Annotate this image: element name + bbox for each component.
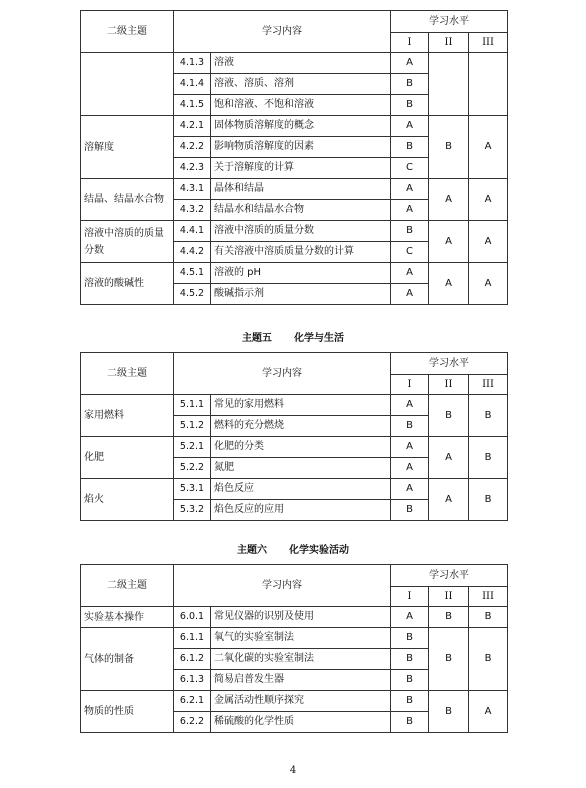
table-row <box>81 437 508 458</box>
subtopic-cell: 溶液的酸碱性 <box>81 263 174 305</box>
group-level-3 <box>469 53 508 116</box>
table-header-row <box>81 11 508 33</box>
subtopic-cell: 结晶、结晶水合物 <box>81 179 174 221</box>
item-code: 5.2.1 <box>174 437 211 458</box>
item-level-1: A <box>391 200 429 221</box>
item-content: 简易启普发生器 <box>211 670 391 691</box>
header-level-2: II <box>429 33 469 53</box>
item-level-1: B <box>391 221 429 242</box>
table-topic4 <box>80 10 508 305</box>
item-content: 氧气的实验室制法 <box>211 628 391 649</box>
item-content: 化肥的分类 <box>211 437 391 458</box>
subtopic-cell: 实验基本操作 <box>81 607 174 628</box>
subtopic-cell: 溶解度 <box>81 116 174 179</box>
subtopic-cell: 焰火 <box>81 479 174 521</box>
item-content: 焰色反应 <box>211 479 391 500</box>
header-content: 学习内容 <box>174 11 391 53</box>
item-code: 5.1.2 <box>174 416 211 437</box>
group-level-3: B <box>469 607 508 628</box>
item-content: 酸碱指示剂 <box>211 284 391 305</box>
item-level-1: A <box>391 458 429 479</box>
group-level-2: A <box>429 437 469 479</box>
item-code: 4.4.1 <box>174 221 211 242</box>
table-row <box>81 628 508 649</box>
item-code: 4.2.3 <box>174 158 211 179</box>
item-level-1: A <box>391 479 429 500</box>
item-content: 结晶水和结晶水合物 <box>211 200 391 221</box>
group-level-3: B <box>469 395 508 437</box>
item-level-1: B <box>391 691 429 712</box>
item-level-1: B <box>391 500 429 521</box>
item-code: 4.5.2 <box>174 284 211 305</box>
item-level-1: B <box>391 416 429 437</box>
group-level-3: A <box>469 691 508 733</box>
item-code: 6.1.1 <box>174 628 211 649</box>
group-level-2: B <box>429 628 469 691</box>
table-row <box>81 479 508 500</box>
group-level-3: A <box>469 179 508 221</box>
section-label: 主题五 <box>242 333 272 344</box>
item-level-1: A <box>391 395 429 416</box>
item-code: 6.2.1 <box>174 691 211 712</box>
group-level-3: B <box>469 437 508 479</box>
item-content: 金属活动性顺序探究 <box>211 691 391 712</box>
item-code: 4.3.1 <box>174 179 211 200</box>
header-level: 学习水平 <box>391 565 508 587</box>
header-subtopic: 二级主题 <box>81 11 174 53</box>
header-level: 学习水平 <box>391 11 508 33</box>
item-code: 4.1.4 <box>174 74 211 95</box>
item-code: 4.2.2 <box>174 137 211 158</box>
item-level-1: A <box>391 179 429 200</box>
group-level-2: A <box>429 263 469 305</box>
subtopic-cell <box>81 53 174 116</box>
item-code: 4.4.2 <box>174 242 211 263</box>
item-level-1: B <box>391 649 429 670</box>
group-level-3: B <box>469 479 508 521</box>
table-header-row <box>81 565 508 587</box>
table-topic5 <box>80 352 508 521</box>
header-level-2: II <box>429 587 469 607</box>
item-level-1: B <box>391 74 429 95</box>
group-level-2: B <box>429 395 469 437</box>
item-content: 燃料的充分燃烧 <box>211 416 391 437</box>
header-level-3: III <box>469 375 508 395</box>
item-content: 有关溶液中溶质质量分数的计算 <box>211 242 391 263</box>
header-subtopic: 二级主题 <box>81 565 174 607</box>
section-name: 化学实验活动 <box>289 545 349 556</box>
item-content: 影响物质溶解度的因素 <box>211 137 391 158</box>
item-code: 6.0.1 <box>174 607 211 628</box>
subtopic-cell: 气体的制备 <box>81 628 174 691</box>
subtopic-cell: 化肥 <box>81 437 174 479</box>
item-content: 氮肥 <box>211 458 391 479</box>
item-code: 5.2.2 <box>174 458 211 479</box>
item-content: 常见仪器的识别及使用 <box>211 607 391 628</box>
item-content: 关于溶解度的计算 <box>211 158 391 179</box>
table-row <box>81 607 508 628</box>
group-level-3: B <box>469 628 508 691</box>
item-content: 饱和溶液、不饱和溶液 <box>211 95 391 116</box>
header-level-1: I <box>391 33 429 53</box>
item-code: 4.5.1 <box>174 263 211 284</box>
item-code: 6.1.3 <box>174 670 211 691</box>
item-content: 二氧化碳的实验室制法 <box>211 649 391 670</box>
item-code: 4.2.1 <box>174 116 211 137</box>
item-level-1: A <box>391 437 429 458</box>
group-level-2: A <box>429 179 469 221</box>
group-level-2: A <box>429 479 469 521</box>
item-content: 稀硫酸的化学性质 <box>211 712 391 733</box>
group-level-2: B <box>429 607 469 628</box>
table-row <box>81 263 508 284</box>
group-level-2 <box>429 53 469 116</box>
header-content: 学习内容 <box>174 565 391 607</box>
item-level-1: B <box>391 628 429 649</box>
section-label: 主题六 <box>237 545 267 556</box>
group-level-3: A <box>469 116 508 179</box>
item-content: 焰色反应的应用 <box>211 500 391 521</box>
table-topic6 <box>80 564 508 733</box>
item-code: 5.1.1 <box>174 395 211 416</box>
item-level-1: B <box>391 670 429 691</box>
item-code: 6.2.2 <box>174 712 211 733</box>
header-level-1: I <box>391 587 429 607</box>
item-code: 4.1.5 <box>174 95 211 116</box>
item-content: 溶液 <box>211 53 391 74</box>
table-row <box>81 179 508 200</box>
subtopic-cell: 溶液中溶质的质量分数 <box>81 221 174 263</box>
section-title-topic6 <box>0 541 586 556</box>
item-content: 溶液中溶质的质量分数 <box>211 221 391 242</box>
header-level: 学习水平 <box>391 353 508 375</box>
item-level-1: B <box>391 137 429 158</box>
section-title-topic5 <box>0 329 586 344</box>
header-content: 学习内容 <box>174 353 391 395</box>
item-content: 溶液的 pH <box>211 263 391 284</box>
table-row <box>81 53 508 74</box>
item-content: 溶液、溶质、溶剂 <box>211 74 391 95</box>
header-level-1: I <box>391 375 429 395</box>
item-code: 6.1.2 <box>174 649 211 670</box>
item-level-1: C <box>391 242 429 263</box>
table-header-row <box>81 353 508 375</box>
section-name: 化学与生活 <box>294 333 344 344</box>
item-content: 晶体和结晶 <box>211 179 391 200</box>
item-content: 固体物质溶解度的概念 <box>211 116 391 137</box>
item-level-1: A <box>391 284 429 305</box>
item-code: 4.1.3 <box>174 53 211 74</box>
item-level-1: B <box>391 95 429 116</box>
group-level-3: A <box>469 221 508 263</box>
table-row <box>81 116 508 137</box>
table-row <box>81 221 508 242</box>
table-row <box>81 691 508 712</box>
item-level-1: C <box>391 158 429 179</box>
header-level-2: II <box>429 375 469 395</box>
item-code: 5.3.2 <box>174 500 211 521</box>
group-level-2: B <box>429 691 469 733</box>
group-level-2: B <box>429 116 469 179</box>
item-code: 5.3.1 <box>174 479 211 500</box>
item-content: 常见的家用燃料 <box>211 395 391 416</box>
item-level-1: A <box>391 116 429 137</box>
item-level-1: A <box>391 53 429 74</box>
table-row <box>81 395 508 416</box>
header-subtopic: 二级主题 <box>81 353 174 395</box>
subtopic-cell: 物质的性质 <box>81 691 174 733</box>
subtopic-cell: 家用燃料 <box>81 395 174 437</box>
group-level-2: A <box>429 221 469 263</box>
header-level-3: III <box>469 587 508 607</box>
header-level-3: III <box>469 33 508 53</box>
group-level-3: A <box>469 263 508 305</box>
item-code: 4.3.2 <box>174 200 211 221</box>
item-level-1: B <box>391 712 429 733</box>
item-level-1: A <box>391 607 429 628</box>
page-number: 4 <box>289 765 297 776</box>
item-level-1: A <box>391 263 429 284</box>
